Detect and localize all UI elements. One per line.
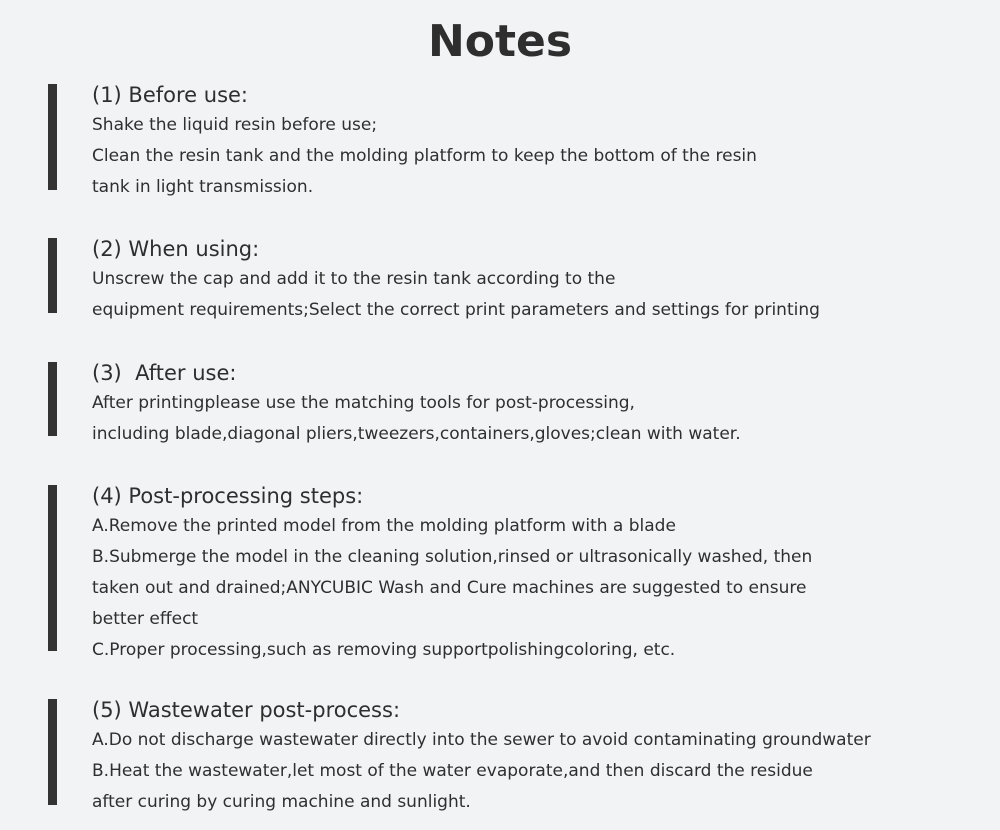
section-line: Clean the resin tank and the molding platform to keep the bottom of the resin bbox=[92, 146, 757, 166]
section-line: including blade,diagonal pliers,tweezers,containers,gloves;clean with water. bbox=[92, 424, 741, 444]
section-accent-bar bbox=[48, 238, 57, 313]
section-line: taken out and drained;ANYCUBIC Wash and Cure machines are suggested to ensure bbox=[92, 578, 807, 598]
section-line: after curing by curing machine and sunlight. bbox=[92, 792, 471, 812]
section-accent-bar bbox=[48, 485, 57, 651]
section-line: equipment requirements;Select the correct print parameters and settings for printing bbox=[92, 300, 820, 320]
section-line: better effect bbox=[92, 609, 199, 629]
section-line: A.Remove the printed model from the molding platform with a blade bbox=[92, 516, 676, 536]
section-line: Unscrew the cap and add it to the resin tank according to the bbox=[92, 269, 616, 289]
section-heading: (1) Before use: bbox=[92, 83, 249, 107]
section-accent-bar bbox=[48, 84, 57, 190]
section-heading: (2) When using: bbox=[92, 237, 260, 261]
section-accent-bar bbox=[48, 699, 57, 805]
section-line: B.Submerge the model in the cleaning solution,rinsed or ultrasonically washed, then bbox=[92, 547, 813, 567]
page-title: Notes bbox=[427, 16, 573, 67]
section-heading: (4) Post-processing steps: bbox=[92, 484, 364, 508]
section-line: A.Do not discharge wastewater directly into the sewer to avoid contaminating groundwater bbox=[92, 730, 871, 750]
section-line: Shake the liquid resin before use; bbox=[92, 115, 378, 135]
section-line: C.Proper processing,such as removing supportpolishingcoloring, etc. bbox=[92, 640, 676, 660]
section-line: After printingplease use the matching tools for post-processing, bbox=[92, 393, 635, 413]
section-heading: (3) After use: bbox=[92, 361, 237, 385]
section-line: tank in light transmission. bbox=[92, 177, 314, 197]
section-accent-bar bbox=[48, 362, 57, 436]
section-heading: (5) Wastewater post-process: bbox=[92, 698, 401, 722]
section-line: B.Heat the wastewater,let most of the water evaporate,and then discard the residue bbox=[92, 761, 813, 781]
